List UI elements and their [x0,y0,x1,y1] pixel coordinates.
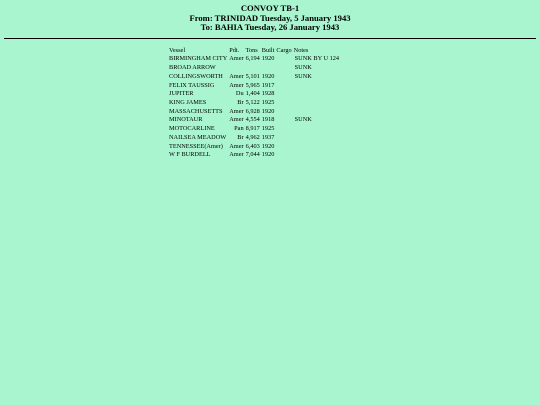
built-cell: 1918 [261,116,275,124]
vessel-cell: KING JAMES [169,99,207,106]
table-row [168,73,340,82]
tons-cell [245,64,261,73]
notes-cell [293,151,340,160]
built-cell: 1920 [261,55,275,63]
cargo-cell [275,82,292,91]
tons-cell: 8,917 [245,125,260,133]
pdt-cell: Du [235,90,244,98]
table-row [168,82,340,91]
pdt-cell: Amer [229,116,244,124]
pdt-cell: Pan [234,125,244,133]
vessel-cell: BROAD ARROW [169,64,216,72]
table-row [168,64,340,73]
built-cell: 1920 [261,107,275,115]
table-row [168,99,340,108]
convoy-header [0,0,540,33]
cargo-cell [275,134,292,143]
vessel-cell: TENNESSEE(Amer) [169,142,223,150]
col-notes: Notes [293,46,309,54]
vessel-cell: MASSACHUSETTS [169,107,223,115]
built-cell: 1920 [261,142,275,150]
pdt-cell: Amer [229,142,244,150]
tons-cell: 1,404 [245,90,260,98]
built-cell: 1917 [261,81,275,89]
pdt-cell: Amer [229,151,244,159]
vessel-cell: MINOTAUR [169,116,203,124]
tons-cell: 5,965 [245,81,260,89]
col-vessel: Vessel [169,46,186,54]
notes-cell: SUNK [294,72,312,80]
vessel-cell: JUPITER [169,90,194,98]
cargo-cell [275,125,292,134]
cargo-cell [275,64,292,73]
header-divider [4,38,536,39]
notes-cell: SUNK BY U 124 [294,55,340,63]
col-tons: Tons [245,46,258,54]
vessel-cell: BIRMINGHAM CITY [169,55,228,63]
notes-cell [293,108,340,117]
pdt-cell: Br [237,99,244,106]
notes-cell [293,82,340,91]
built-cell: 1925 [261,99,275,106]
pdt-cell: Amer [229,55,244,63]
pdt-cell: Amer [229,72,244,80]
notes-cell [293,99,340,108]
pdt-cell: Amer [229,107,244,115]
cargo-cell [275,55,292,64]
tons-cell: 5,101 [245,72,260,80]
tons-cell: 6,928 [245,107,260,115]
notes-cell [293,125,340,134]
cargo-cell [275,90,292,99]
table-row [168,108,340,117]
tons-cell: 6,194 [245,55,260,63]
built-cell [261,64,276,73]
vessel-cell: W F BURDELL [169,151,211,159]
tons-cell: 5,122 [245,99,260,106]
notes-cell [293,143,340,152]
built-cell: 1928 [261,90,275,98]
pdt-cell: Br [237,133,244,141]
cargo-cell [275,116,292,125]
table-header-row [168,47,340,56]
cargo-cell [275,108,292,117]
convoy-to: To: BAHIA Tuesday, 26 January 1943 [200,22,340,33]
tons-cell: 6,403 [245,142,260,150]
col-built: Built [261,46,275,54]
cargo-cell [275,73,292,82]
table-row [168,90,340,99]
tons-cell: 4,962 [245,133,260,141]
notes-cell [293,90,340,99]
built-cell: 1925 [261,125,275,133]
table-row [168,55,340,64]
table-row [168,116,340,125]
vessel-cell: COLLINGSWORTH [169,72,223,80]
tons-cell: 4,554 [245,116,260,124]
tons-cell: 7,044 [245,151,260,159]
col-cargo: Cargo [276,46,292,54]
table-row [168,125,340,134]
col-pdt: Pdt. [229,46,240,54]
built-cell: 1920 [261,151,275,159]
notes-cell [293,134,340,143]
vessel-table [168,47,340,160]
vessel-cell: FELIX TAUSSIG [169,81,215,89]
cargo-cell [275,99,292,108]
cargo-cell [275,151,292,160]
cargo-cell [275,143,292,152]
pdt-cell [228,64,244,73]
table-row [168,151,340,160]
built-cell: 1937 [261,133,275,141]
notes-cell: SUNK [294,64,312,72]
table-row [168,143,340,152]
convoy-title: CONVOY TB-1 [240,3,300,13]
convoy-from: From: TRINIDAD Tuesday, 5 January 1943 [189,12,351,23]
vessel-cell: NAILSEA MEADOW [169,133,227,141]
notes-cell: SUNK [294,116,312,124]
built-cell: 1920 [261,72,275,80]
table-row [168,134,340,143]
vessel-cell: MOTOCARLINE [169,125,215,133]
pdt-cell: Amer [229,81,244,89]
